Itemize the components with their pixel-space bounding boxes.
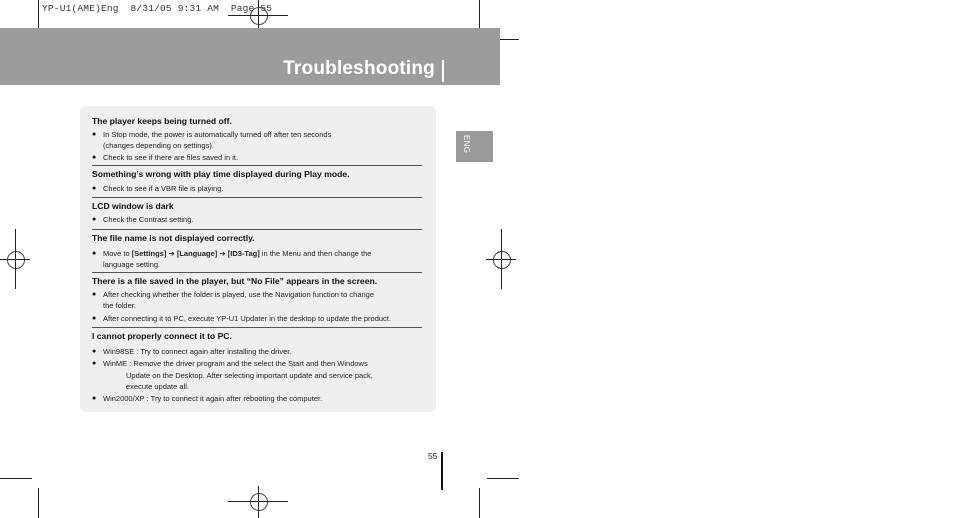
troubleshooting-panel bbox=[80, 106, 436, 412]
list-item: ● Win2000/XP : Try to connect it again after rebooting the computer. bbox=[92, 393, 422, 404]
divider bbox=[92, 327, 422, 328]
list-item: ● WinME : Remove the driver program and the select the Start and then Windows bbox=[92, 358, 422, 369]
crop-mark bbox=[0, 478, 32, 479]
menu-path-id3: [ID3-Tag] bbox=[227, 249, 260, 258]
menu-path-language: [Language] bbox=[176, 249, 218, 258]
list-item-continued: Update on the Desktop. After selecting important update and service pack, bbox=[126, 370, 373, 380]
divider bbox=[92, 229, 422, 230]
list-item: ● In Stop mode, the power is automatically turned off after ten seconds bbox=[92, 129, 422, 140]
list-item: ● After connecting it to PC, execute YP-U1 Updater in the desktop to update the product. bbox=[92, 313, 422, 324]
arrow-icon: ➔ bbox=[219, 249, 226, 258]
list-item: ● Check to see if a VBR file is playing. bbox=[92, 183, 422, 194]
section-file-name bbox=[92, 233, 422, 271]
print-header: YP-U1(AME)Eng 8/31/05 9:31 AM Page 55 bbox=[42, 3, 273, 14]
section-no-file bbox=[92, 276, 422, 324]
crop-mark bbox=[479, 488, 480, 518]
list-item: ● Check the Contrast setting. bbox=[92, 214, 422, 225]
section-pc-connect bbox=[92, 331, 422, 404]
page-number: 55 bbox=[428, 451, 438, 461]
question: The player keeps being turned off. bbox=[92, 116, 232, 126]
list-item: ● Move to [Settings] ➔ [Language] ➔ [ID3-Tag] in the Menu and then change the bbox=[92, 248, 422, 259]
question: There is a file saved in the player, but “No File” appears in the screen. bbox=[92, 276, 378, 286]
list-item-continued: (changes depending on settings). bbox=[103, 141, 214, 151]
question: LCD window is dark bbox=[92, 201, 174, 211]
title-band bbox=[0, 28, 500, 85]
arrow-icon: ➔ bbox=[168, 249, 175, 258]
divider bbox=[92, 165, 422, 166]
crop-mark bbox=[479, 0, 480, 30]
question: The file name is not displayed correctly. bbox=[92, 233, 255, 243]
menu-path-settings: [Settings] bbox=[131, 249, 167, 258]
section-lcd-dark bbox=[92, 201, 422, 225]
list-item-continued: language setting. bbox=[103, 260, 161, 270]
section-play-time bbox=[92, 169, 422, 194]
title-divider bbox=[442, 60, 444, 82]
list-item-continued: the folder. bbox=[103, 301, 136, 311]
language-tab bbox=[456, 131, 493, 162]
question: Something’s wrong with play time displayed during Play mode. bbox=[92, 169, 350, 179]
list-item: ● Win98SE : Try to connect again after installing the driver. bbox=[92, 346, 422, 357]
list-item: ● Check to see if there are files saved in it. bbox=[92, 152, 422, 163]
crop-mark bbox=[38, 0, 39, 30]
language-tab-label: ENG bbox=[462, 135, 471, 154]
section-player-turns-off bbox=[92, 116, 422, 163]
page-title: Troubleshooting bbox=[283, 58, 435, 79]
crop-mark bbox=[38, 488, 39, 518]
list-item: ● After checking whether the folder is played, use the Navigation function to change bbox=[92, 289, 422, 300]
question: I cannot properly connect it to PC. bbox=[92, 331, 232, 341]
page-number-bar bbox=[441, 452, 443, 490]
list-item-continued: execute update all. bbox=[126, 382, 189, 392]
crop-mark bbox=[487, 478, 519, 479]
divider bbox=[92, 197, 422, 198]
divider bbox=[92, 272, 422, 273]
